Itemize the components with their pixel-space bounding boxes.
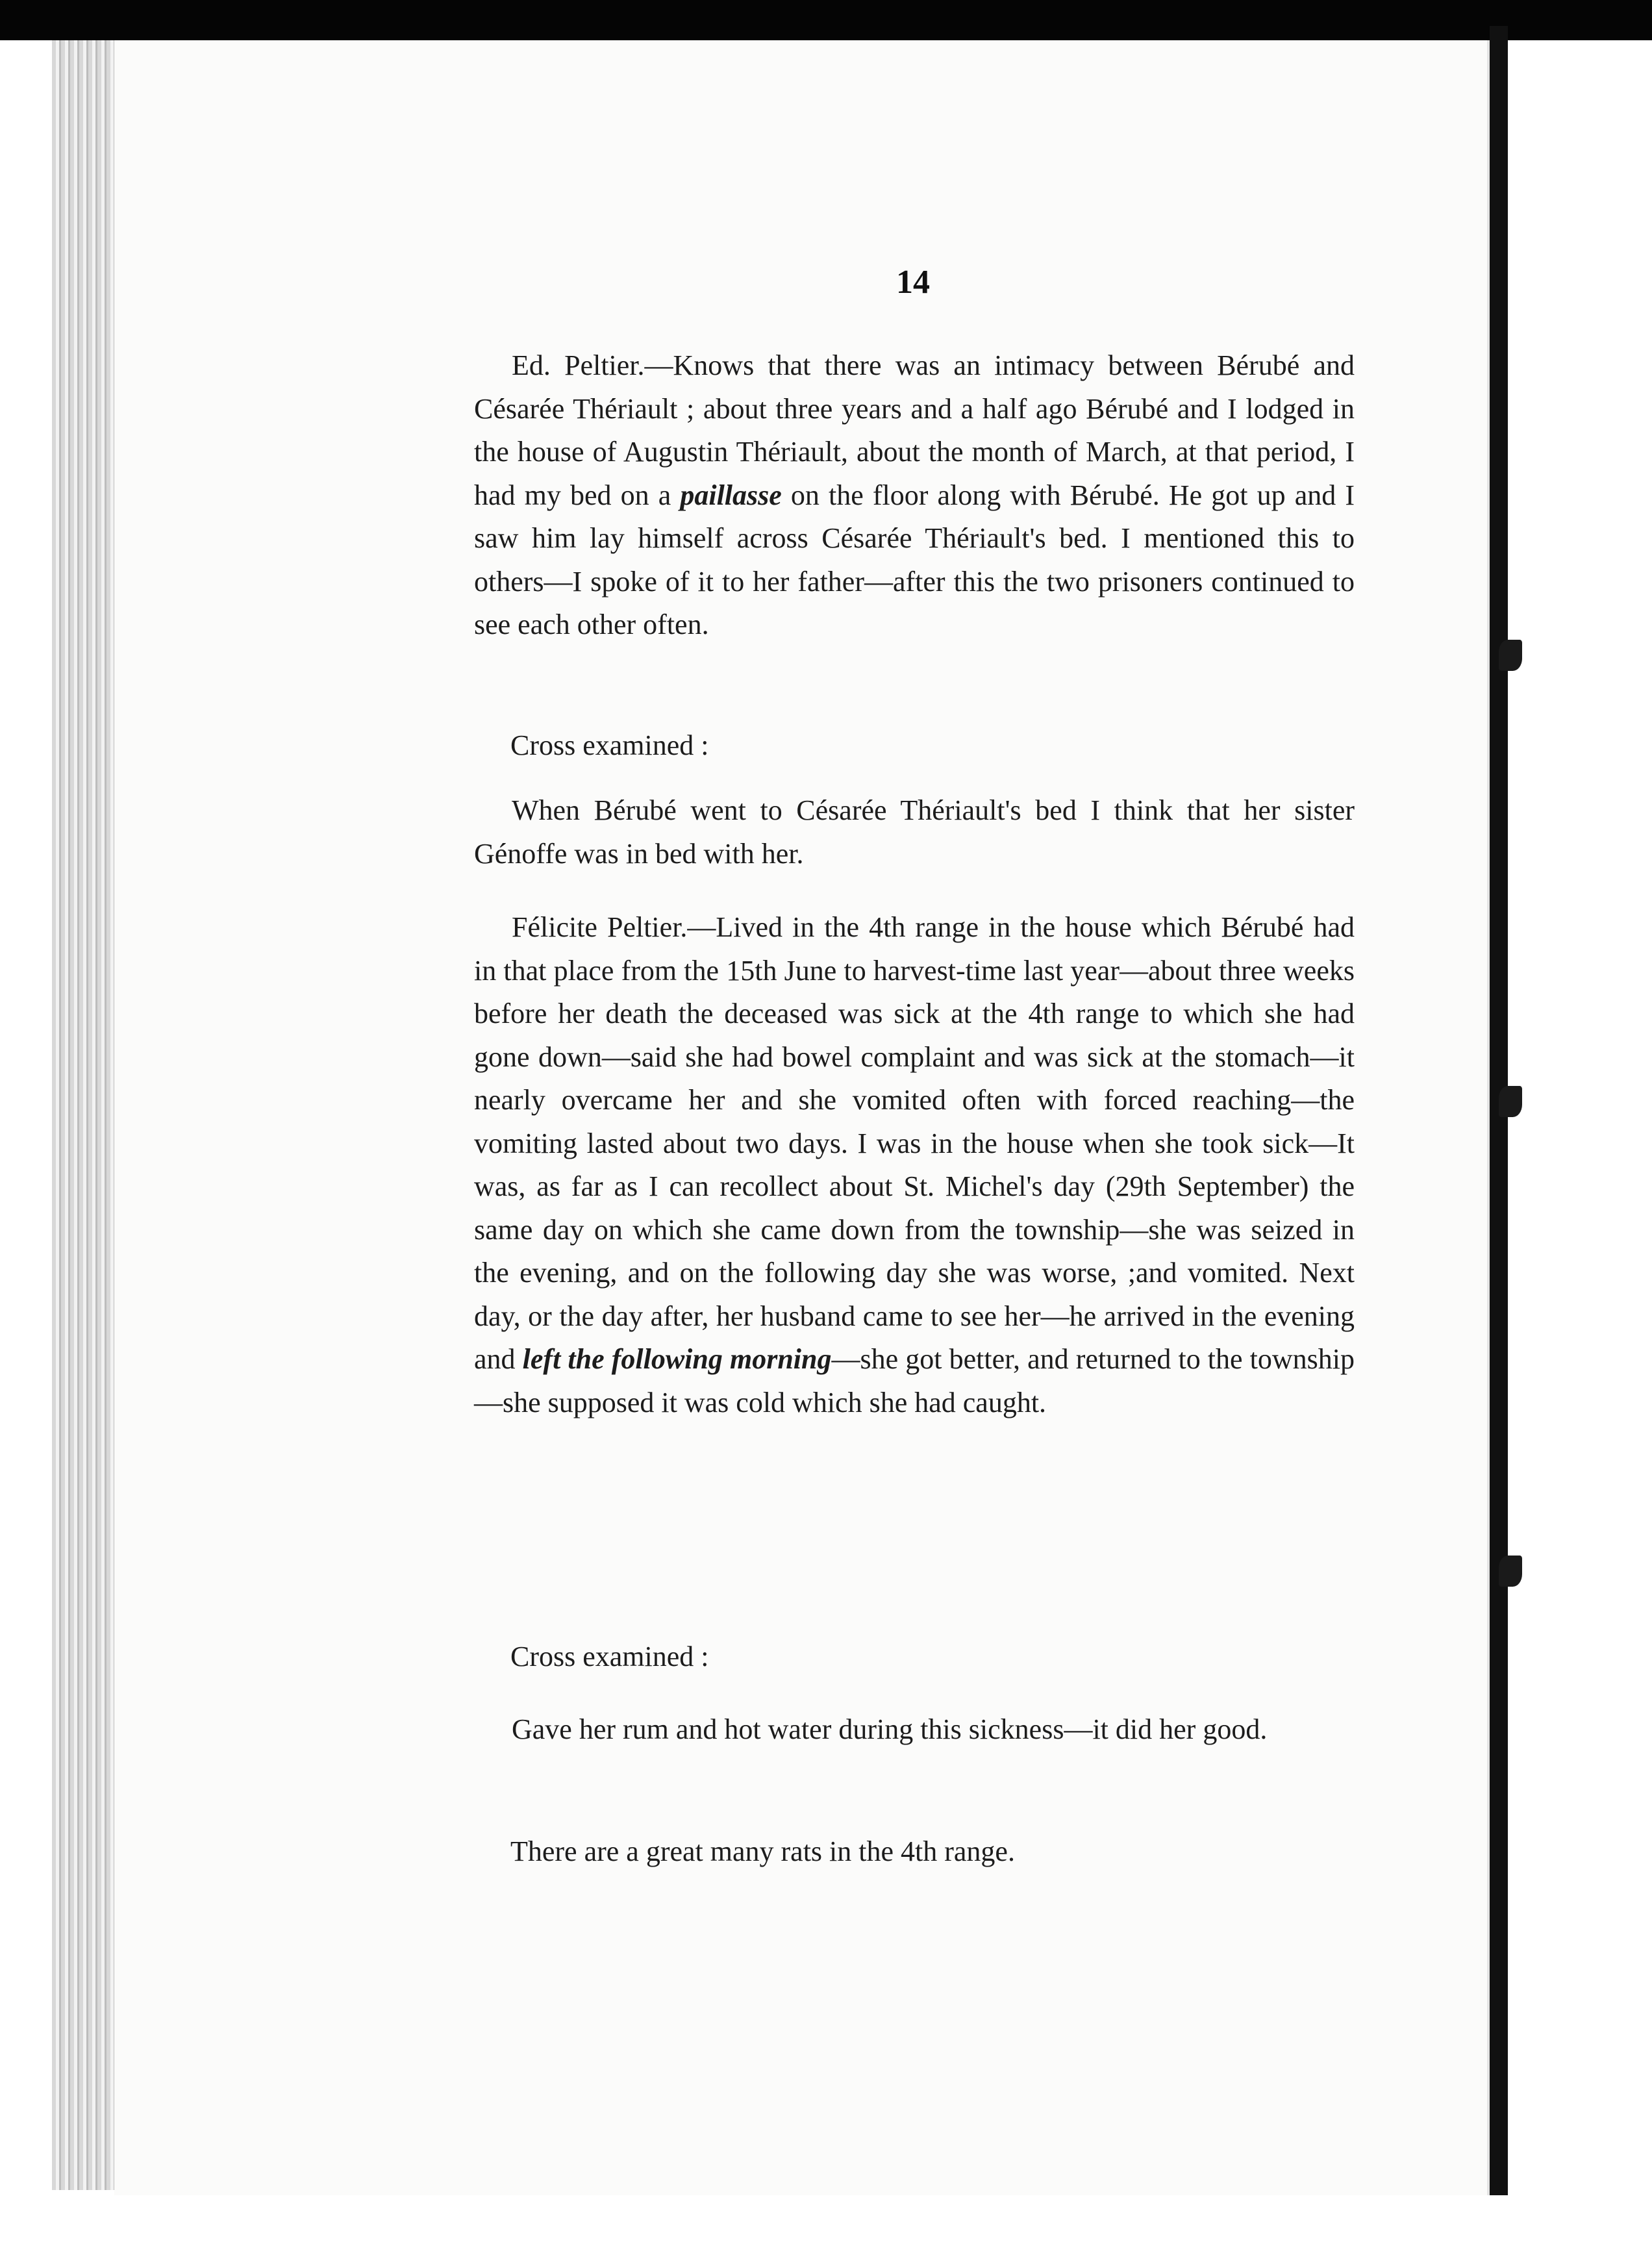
testimony-ed-peltier bbox=[474, 344, 1355, 647]
testimony-text: —Lived in the 4th range in the house which Bérubé had in that place from the 15th June to harvest-time last year—about three weeks before her death the deceased was sick at the 4th range to which she had gone down—said she had bowel complaint and was sick at the stomach—it nearly overcame her and she vomited often with forced reaching—the vomiting lasted about two days. I was in the house when she took sick—It was, as far as I can recollect about St. Michel's day (29th September) the same day on which she came down from the township—she was seized in the evening, and on the following day she was worse, ;and vomited. Next day, or the day after, her husband came to see her—he arrived in the evening and bbox=[474, 911, 1355, 1375]
margin-mark-3 bbox=[1499, 1556, 1522, 1587]
cross-examined-heading-1: Cross examined : bbox=[510, 729, 709, 761]
testimony-text-continued: —she got better, and returned to the township—she supposed it was cold which she had caught. bbox=[474, 1343, 1355, 1418]
page-number: 14 bbox=[896, 264, 930, 301]
cross-examination-2-text: Gave her rum and hot water during this sickness—it did her good. bbox=[512, 1713, 1268, 1745]
margin-mark-1 bbox=[1499, 640, 1522, 671]
speaker-name: Ed. Peltier. bbox=[512, 349, 645, 381]
right-margin bbox=[1508, 40, 1652, 2184]
closing-statement: There are a great many rats in the 4th range. bbox=[510, 1835, 1015, 1867]
cross-examined-heading-2: Cross examined : bbox=[510, 1641, 709, 1672]
testimony-felicite-peltier bbox=[474, 906, 1355, 1424]
testimony-text: —Knows that there was an intimacy between Bérubé and Césarée Thériault ; about three years and a half ago Bérubé and I lodged in the house of Augustin Thériault, about the month of March, at that period, I had my bed on a bbox=[474, 349, 1355, 511]
italic-term: paillasse bbox=[680, 479, 782, 511]
margin-mark-2 bbox=[1499, 1086, 1522, 1117]
scanner-top-border bbox=[0, 0, 1652, 40]
cross-examination-1-text: When Bérubé went to Césarée Thériault's bed I think that her sister Génoffe was in bed with her. bbox=[474, 794, 1355, 870]
speaker-name: Félicite Peltier. bbox=[512, 911, 688, 943]
book-page-edges bbox=[52, 40, 123, 2190]
italic-phrase: left the following morning bbox=[522, 1343, 832, 1375]
testimony-text-continued: on the floor along with Bérubé. He got up and I saw him lay himself across Césarée Thériault's bed. I mentioned this to others—I spoke of it to her father—after this the two prisoners continued to see each other often. bbox=[474, 479, 1355, 640]
